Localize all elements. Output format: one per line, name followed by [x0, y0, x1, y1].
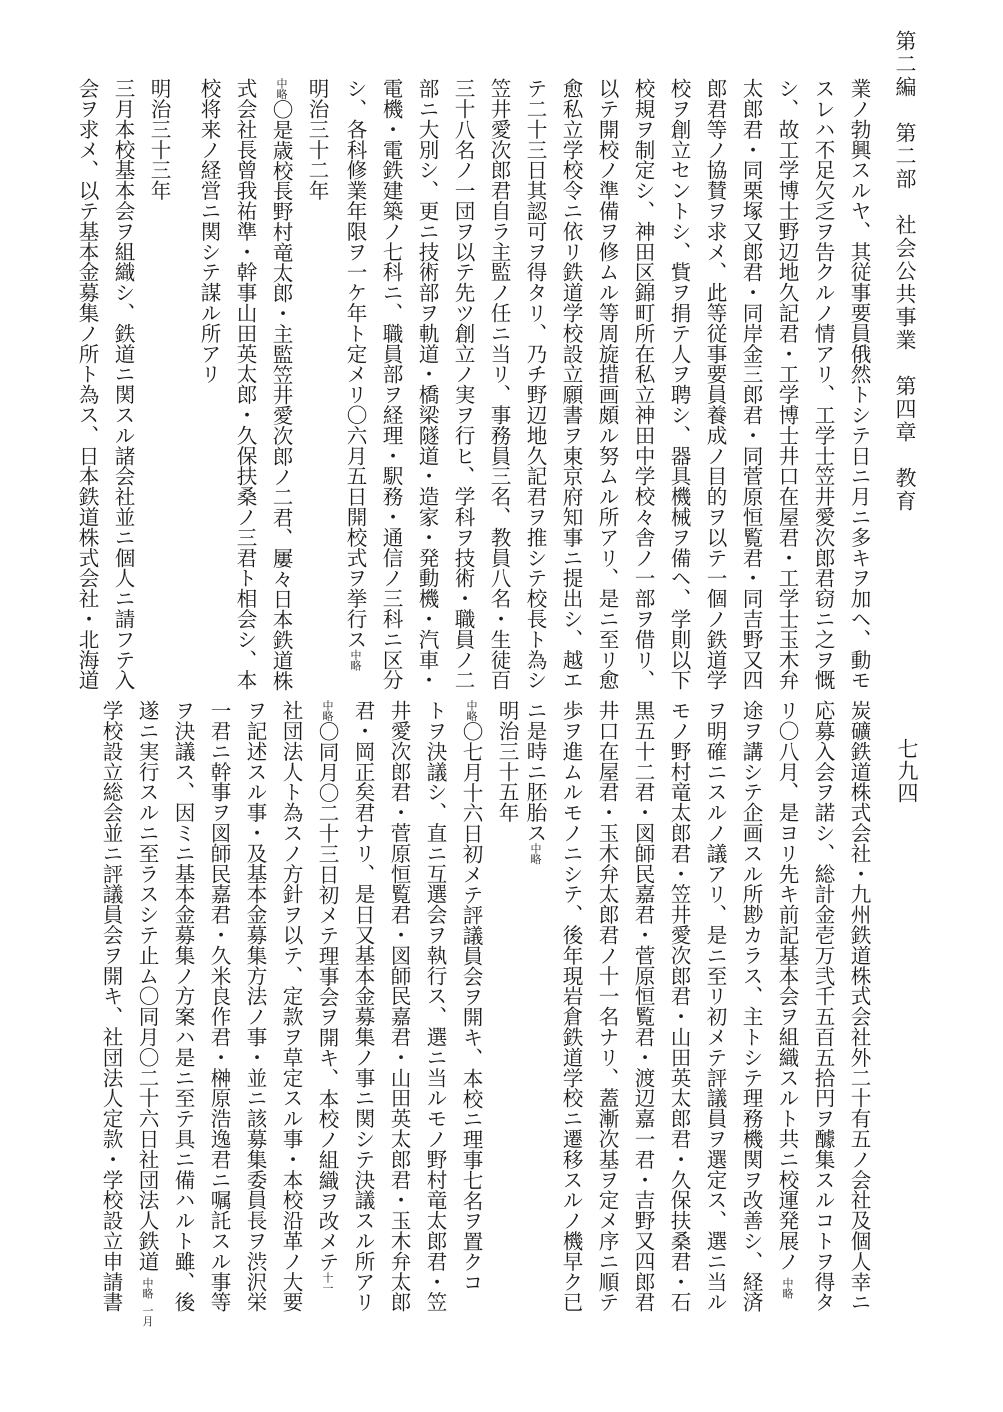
text-column: 学校設立総会並ニ評議員会ヲ開キ、社団法人定款・学校設立申請書 — [99, 700, 123, 1312]
text-column — [310, 700, 344, 1390]
text-column: ヲ決議ス、因ミニ基本金募集ノ方案ハ是ニ至テ具ニ備ハルト雖、後 — [171, 700, 195, 1312]
text-column — [130, 700, 164, 1390]
text-column: ヲ明確ニスルノ議アリ、是ニ至リ初メテ評議員ヲ選定ス、選ニ当ル — [703, 700, 727, 1312]
year-heading: 明治三十三年 — [147, 78, 171, 201]
text-column: 社団法人ト為スノ方針ヲ以テ、定款ヲ草定スル事・本校沿革ノ大要 — [279, 700, 303, 1312]
text-column — [454, 700, 488, 1390]
editorial-note: 十一 — [321, 1271, 334, 1293]
year-heading: 明治三十五年 — [495, 700, 519, 823]
year-heading: 明治三十二年 — [305, 78, 329, 201]
editorial-note: 中略 — [781, 1277, 794, 1299]
editorial-note: 中略 — [321, 700, 334, 721]
text-run: 遂ニ実行スルニ至ラスシテ止ム〇同月〇二十六日社団法人鉄道 — [135, 700, 159, 1272]
text-column: 部ニ大別シ、更ニ技術部ヲ軌道・橋梁隧道・造家・発動機・汽車・ — [415, 78, 439, 690]
text-column: 校将来ノ経営ニ関シテ謀ル所アリ — [197, 78, 221, 384]
text-column: 黒五十二君・図師民嘉君・菅原恒覧君・渡辺嘉一君・吉野又四郎君 — [631, 700, 655, 1312]
text-column: ヲ記述スル事・及基本金募集方法ノ事・並ニ該募集委員長ヲ渋沢栄 — [243, 700, 267, 1312]
text-column: テ二十三日其認可ヲ得タリ、乃チ野辺地久記君ヲ推シテ校長ト為シ — [523, 78, 547, 690]
running-head: 第二編 第二部 社会公共事業 第四章 教育 — [893, 30, 917, 513]
text-column: 以テ開校ノ準備ヲ修ムル等周旋措画頗ル努ムル所アリ、是ニ至リ愈 — [595, 78, 619, 690]
text-column: スレハ不足欠乏ヲ告クルノ情アリ、工学士笠井愛次郎君窃ニ之ヲ慨 — [811, 78, 835, 690]
page-number: 七九四 — [895, 738, 919, 804]
text-column: 校ヲ創立セントシ、貲ヲ捐テ人ヲ聘シ、器具機械ヲ備ヘ、学則以下 — [667, 78, 691, 690]
text-column: 校規ヲ制定シ、神田区錦町所在私立神田中学校々舎ノ一部ヲ借リ、 — [631, 78, 655, 690]
text-column: 一君ニ幹事ヲ図師民嘉君・久米良作君・榊原浩逸君ニ嘱託スル事等 — [207, 700, 231, 1312]
text-column: 愈私立学校令ニ依リ鉄道学校設立願書ヲ東京府知事ニ提出シ、越エ — [559, 78, 583, 690]
text-run: 〇同月〇二十三日初メテ理事会ヲ開キ、本校ノ組織ヲ改メテ — [315, 721, 339, 1272]
text-column: シ、故工学博士野辺地久記君・工学博士井口在屋君・工学士玉木弁 — [775, 78, 799, 690]
editorial-note: 中略 — [141, 1277, 154, 1299]
text-column: 三月本校基本会ヲ組織シ、鉄道ニ関スル諸会社並ニ個人ニ請フテ入 — [111, 78, 135, 690]
text-run: リ〇八月、是ヨリ先キ前記基本会ヲ組織スルト共ニ校運発展ノ — [775, 700, 799, 1272]
text-column: 君・岡正矣君ナリ、是日又基本金募集ノ事ニ関シテ決議スル所アリ — [351, 700, 375, 1312]
text-column — [770, 700, 804, 1390]
text-column: モノ野村竜太郎君・笠井愛次郎君・山田英太郎君・久保扶桑君・石 — [667, 700, 691, 1312]
text-run: 〇是歳校長野村竜太郎・主監笠井愛次郎ノ二君、屢々日本鉄道株 — [269, 99, 293, 691]
editorial-note: 中略 — [465, 700, 478, 721]
text-column: 電機・電鉄建築ノ七科ニ、職員部ヲ経理・駅務・通信ノ三科ニ区分 — [379, 78, 403, 690]
text-column: 井愛次郎君・菅原恒覧君・図師民嘉君・山田英太郎君・玉木弁太郎 — [387, 700, 411, 1312]
editorial-note: 一月 — [141, 1304, 154, 1326]
text-column: 会ヲ求メ、以テ基本金募集ノ所ト為ス、日本鉄道株式会社・北海道 — [75, 78, 99, 690]
text-column: 太郎君・同栗塚又郎君・同岸金三郎君・同菅原恒覧君・同吉野又四 — [739, 78, 763, 690]
text-column — [338, 78, 372, 698]
text-column: 郎君等ノ協賛ヲ求メ、此等従事要員養成ノ目的ヲ以テ一個ノ鉄道学 — [703, 78, 727, 690]
text-column: 三十八名ノ一団ヲ以テ先ツ創立ノ実ヲ行ヒ、学科ヲ技術・職員ノ二 — [451, 78, 475, 690]
text-column — [264, 78, 298, 698]
text-column: 井口在屋君・玉木弁太郎君ノ十一名ナリ、蓋漸次基ヲ定メ序ニ順テ — [595, 700, 619, 1312]
text-column: トヲ決議シ、直ニ互選会ヲ執行ス、選ニ当ルモノ野村竜太郎君・笠 — [423, 700, 447, 1312]
text-run: ニ是時ニ胚胎ス — [523, 700, 547, 843]
text-column: 式会社長曾我祐準・幹事山田英太郎・久保扶桑ノ三君ト相会シ、本 — [233, 78, 257, 690]
text-column: 炭礦鉄道株式会社・九州鉄道株式会社外二十有五ノ会社及個人幸ニ — [847, 700, 871, 1312]
text-column: 笠井愛次郎君自ラ主監ノ任ニ当リ、事務員三名、教員八名・生徒百 — [487, 78, 511, 690]
text-column: 途ヲ講シテ企画スル所尠カラス、主トシテ理務機関ヲ改善シ、経済 — [739, 700, 763, 1312]
text-run: シ、各科修業年限ヲ一ケ年ト定メリ〇六月五日開校式ヲ挙行ス — [343, 78, 367, 650]
editorial-note: 中略 — [275, 78, 288, 99]
text-column: 業ノ勃興スルヤ、其従事要員俄然トシテ日ニ月ニ多キヲ加ヘ、動モ — [847, 78, 871, 690]
editorial-note: 中略 — [349, 649, 362, 671]
editorial-note: 中略 — [529, 842, 542, 864]
text-column: 歩ヲ進ムルモノニシテ、後年現岩倉鉄道学校ニ遷移スルノ機早ク已 — [559, 700, 583, 1312]
text-run: 〇七月十六日初メテ評議員会ヲ開キ、本校ニ理事七名ヲ置クコ — [459, 721, 483, 1293]
text-column: 応募入会ヲ諾シ、総計金壱万弐千五百五拾円ヲ醵集スルコトヲ得タ — [811, 700, 835, 1312]
